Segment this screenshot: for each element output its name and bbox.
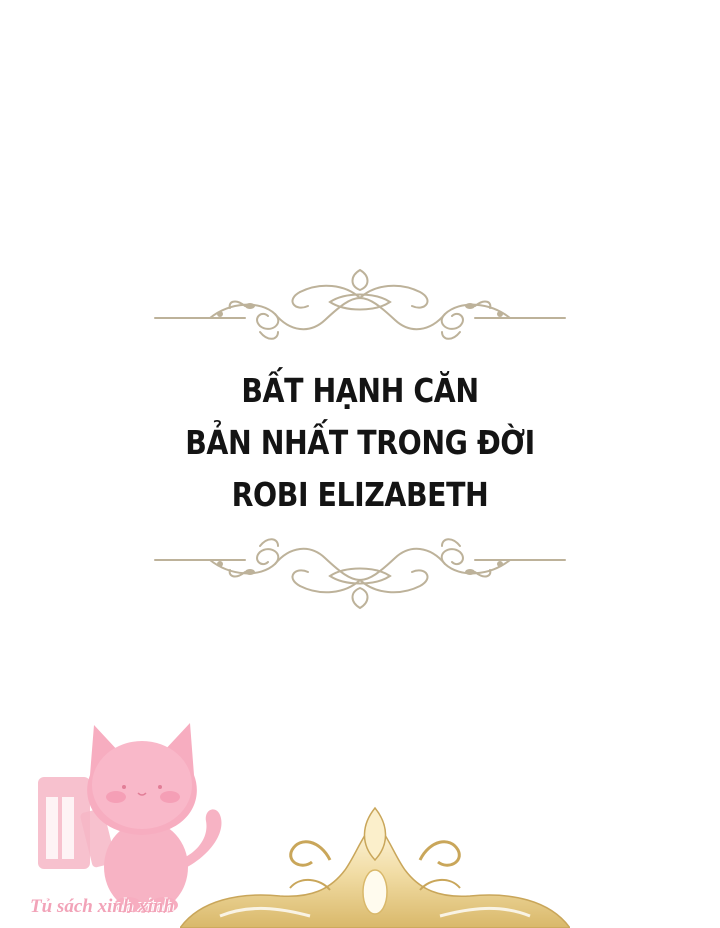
ornament-divider-bottom xyxy=(150,528,570,628)
title-line-2: BẢN NHẤT TRONG ĐỜI xyxy=(185,423,535,462)
ornament-divider-top xyxy=(150,262,570,362)
watermark-text: Tủ sách xinh xinh xyxy=(30,896,175,917)
watermark-cat-logo xyxy=(28,705,238,928)
golden-throne-ornament xyxy=(180,800,570,928)
title-block xyxy=(0,365,720,521)
title-line-1: BẤT HẠNH CĂN xyxy=(241,371,479,410)
title-line-3: ROBI ELIZABETH xyxy=(231,475,489,514)
